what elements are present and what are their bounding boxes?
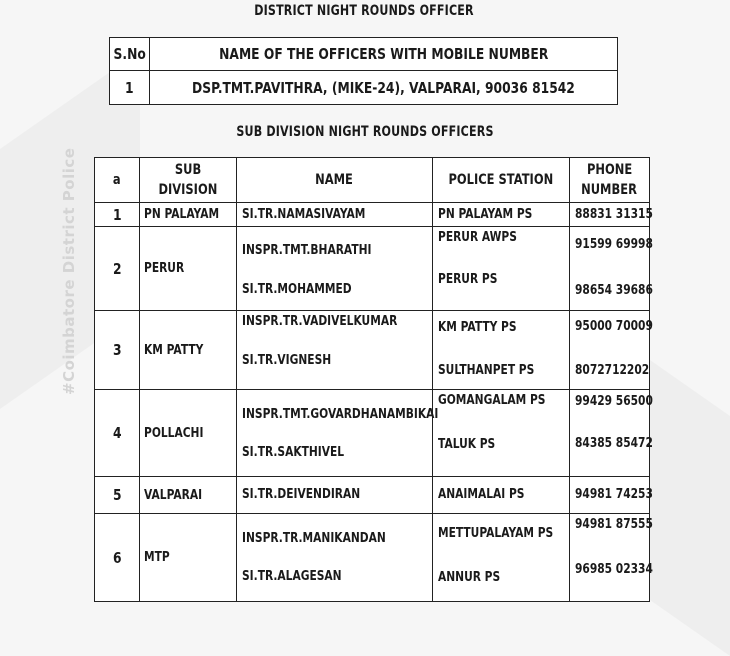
table-row bbox=[95, 311, 650, 390]
table-row bbox=[95, 203, 650, 227]
header-police-station: POLICE STATION bbox=[432, 158, 569, 203]
phone-number: 99429 56500 bbox=[574, 394, 653, 409]
police-station: ANNUR PS bbox=[437, 570, 500, 585]
subdivision-table bbox=[94, 157, 653, 602]
police-station: GOMANGALAM PS bbox=[437, 393, 546, 408]
cell-division: VALPARAI bbox=[140, 477, 237, 514]
police-station: PN PALAYAM PS bbox=[437, 207, 532, 222]
cell-names bbox=[236, 203, 432, 227]
cell-division: KM PATTY bbox=[140, 311, 237, 390]
header-sno: S.No bbox=[110, 38, 150, 71]
phone-number: 96985 02334 bbox=[574, 562, 653, 577]
phone-number: 8072712202 bbox=[574, 363, 649, 378]
header-subdivision: SUB DIVISION bbox=[140, 158, 237, 203]
police-station: ANAIMALAI PS bbox=[437, 487, 525, 502]
cell-division: PERUR bbox=[140, 227, 237, 311]
police-station: KM PATTY PS bbox=[437, 320, 517, 335]
cell-stations bbox=[432, 514, 569, 602]
phone-number: 94981 87555 bbox=[574, 517, 653, 532]
cell-sno: 6 bbox=[95, 514, 140, 602]
cell-division: PN PALAYAM bbox=[140, 203, 237, 227]
cell-stations bbox=[432, 203, 569, 227]
police-station: PERUR AWPS bbox=[437, 230, 517, 245]
cell-division: POLLACHI bbox=[140, 390, 237, 477]
cell-sno: 1 bbox=[95, 203, 140, 227]
officer-name: INSPR.TMT.BHARATHI bbox=[241, 243, 372, 258]
cell-names bbox=[236, 390, 438, 477]
officer-name: SI.TR.DEIVENDIRAN bbox=[241, 487, 360, 502]
district-table bbox=[109, 37, 618, 105]
header-officer: NAME OF THE OFFICERS WITH MOBILE NUMBER bbox=[150, 38, 618, 71]
officer-name: SI.TR.MOHAMMED bbox=[241, 282, 352, 297]
police-station: METTUPALAYAM PS bbox=[437, 526, 553, 541]
table-row bbox=[95, 390, 650, 477]
subdivision-title: SUB DIVISION NIGHT ROUNDS OFFICERS bbox=[236, 124, 494, 140]
cell-sno: 4 bbox=[95, 390, 140, 477]
table-header-row bbox=[110, 38, 618, 71]
cell-sno: 2 bbox=[95, 227, 140, 311]
officer-name: INSPR.TR.MANIKANDAN bbox=[241, 531, 386, 546]
officer-name: SI.TR.SAKTHIVEL bbox=[241, 445, 344, 460]
phone-number: 98654 39686 bbox=[574, 283, 653, 298]
cell-names bbox=[236, 477, 432, 514]
table-row bbox=[110, 71, 618, 105]
police-station: TALUK PS bbox=[437, 437, 495, 452]
cell-names bbox=[236, 227, 432, 311]
cell-division: MTP bbox=[140, 514, 237, 602]
cell-phones bbox=[569, 477, 653, 514]
cell-sno: 5 bbox=[95, 477, 140, 514]
cell-sno: 3 bbox=[95, 311, 140, 390]
police-station: PERUR PS bbox=[437, 272, 497, 287]
cell-sno: 1 bbox=[110, 71, 150, 105]
header-sno: a bbox=[95, 158, 140, 203]
phone-number: 95000 70009 bbox=[574, 319, 653, 334]
cell-stations bbox=[432, 390, 569, 477]
cell-phones bbox=[569, 514, 653, 602]
cell-phones bbox=[569, 227, 653, 311]
phone-number: 91599 69998 bbox=[574, 237, 653, 252]
phone-number: 84385 85472 bbox=[574, 436, 653, 451]
watermark: #Coimbatore District Police bbox=[60, 147, 78, 395]
cell-stations bbox=[432, 227, 569, 311]
table-header-row bbox=[95, 158, 650, 203]
cell-names bbox=[236, 514, 432, 602]
officer-name: SI.TR.ALAGESAN bbox=[241, 569, 342, 584]
header-phone: PHONE NUMBER bbox=[569, 158, 649, 203]
officer-name: SI.TR.NAMASIVAYAM bbox=[241, 207, 366, 222]
officer-name: INSPR.TR.VADIVELKUMAR bbox=[241, 314, 397, 329]
officer-name: INSPR.TMT.GOVARDHANAMBIKAI bbox=[241, 407, 438, 422]
table-row bbox=[95, 227, 650, 311]
cell-officer: DSP.TMT.PAVITHRA, (MIKE-24), VALPARAI, 90036 81542 bbox=[150, 71, 618, 105]
phone-number: 94981 74253 bbox=[574, 487, 653, 502]
cell-phones bbox=[569, 311, 653, 390]
police-station: SULTHANPET PS bbox=[437, 363, 534, 378]
cell-stations bbox=[432, 311, 569, 390]
table-row bbox=[95, 514, 650, 602]
district-title: DISTRICT NIGHT ROUNDS OFFICER bbox=[254, 3, 474, 19]
phone-number: 88831 31315 bbox=[574, 207, 653, 222]
officer-name: SI.TR.VIGNESH bbox=[241, 353, 331, 368]
cell-stations bbox=[432, 477, 569, 514]
table-row bbox=[95, 477, 650, 514]
cell-names bbox=[236, 311, 432, 390]
header-name: NAME bbox=[236, 158, 432, 203]
cell-phones bbox=[569, 203, 653, 227]
cell-phones bbox=[569, 390, 653, 477]
